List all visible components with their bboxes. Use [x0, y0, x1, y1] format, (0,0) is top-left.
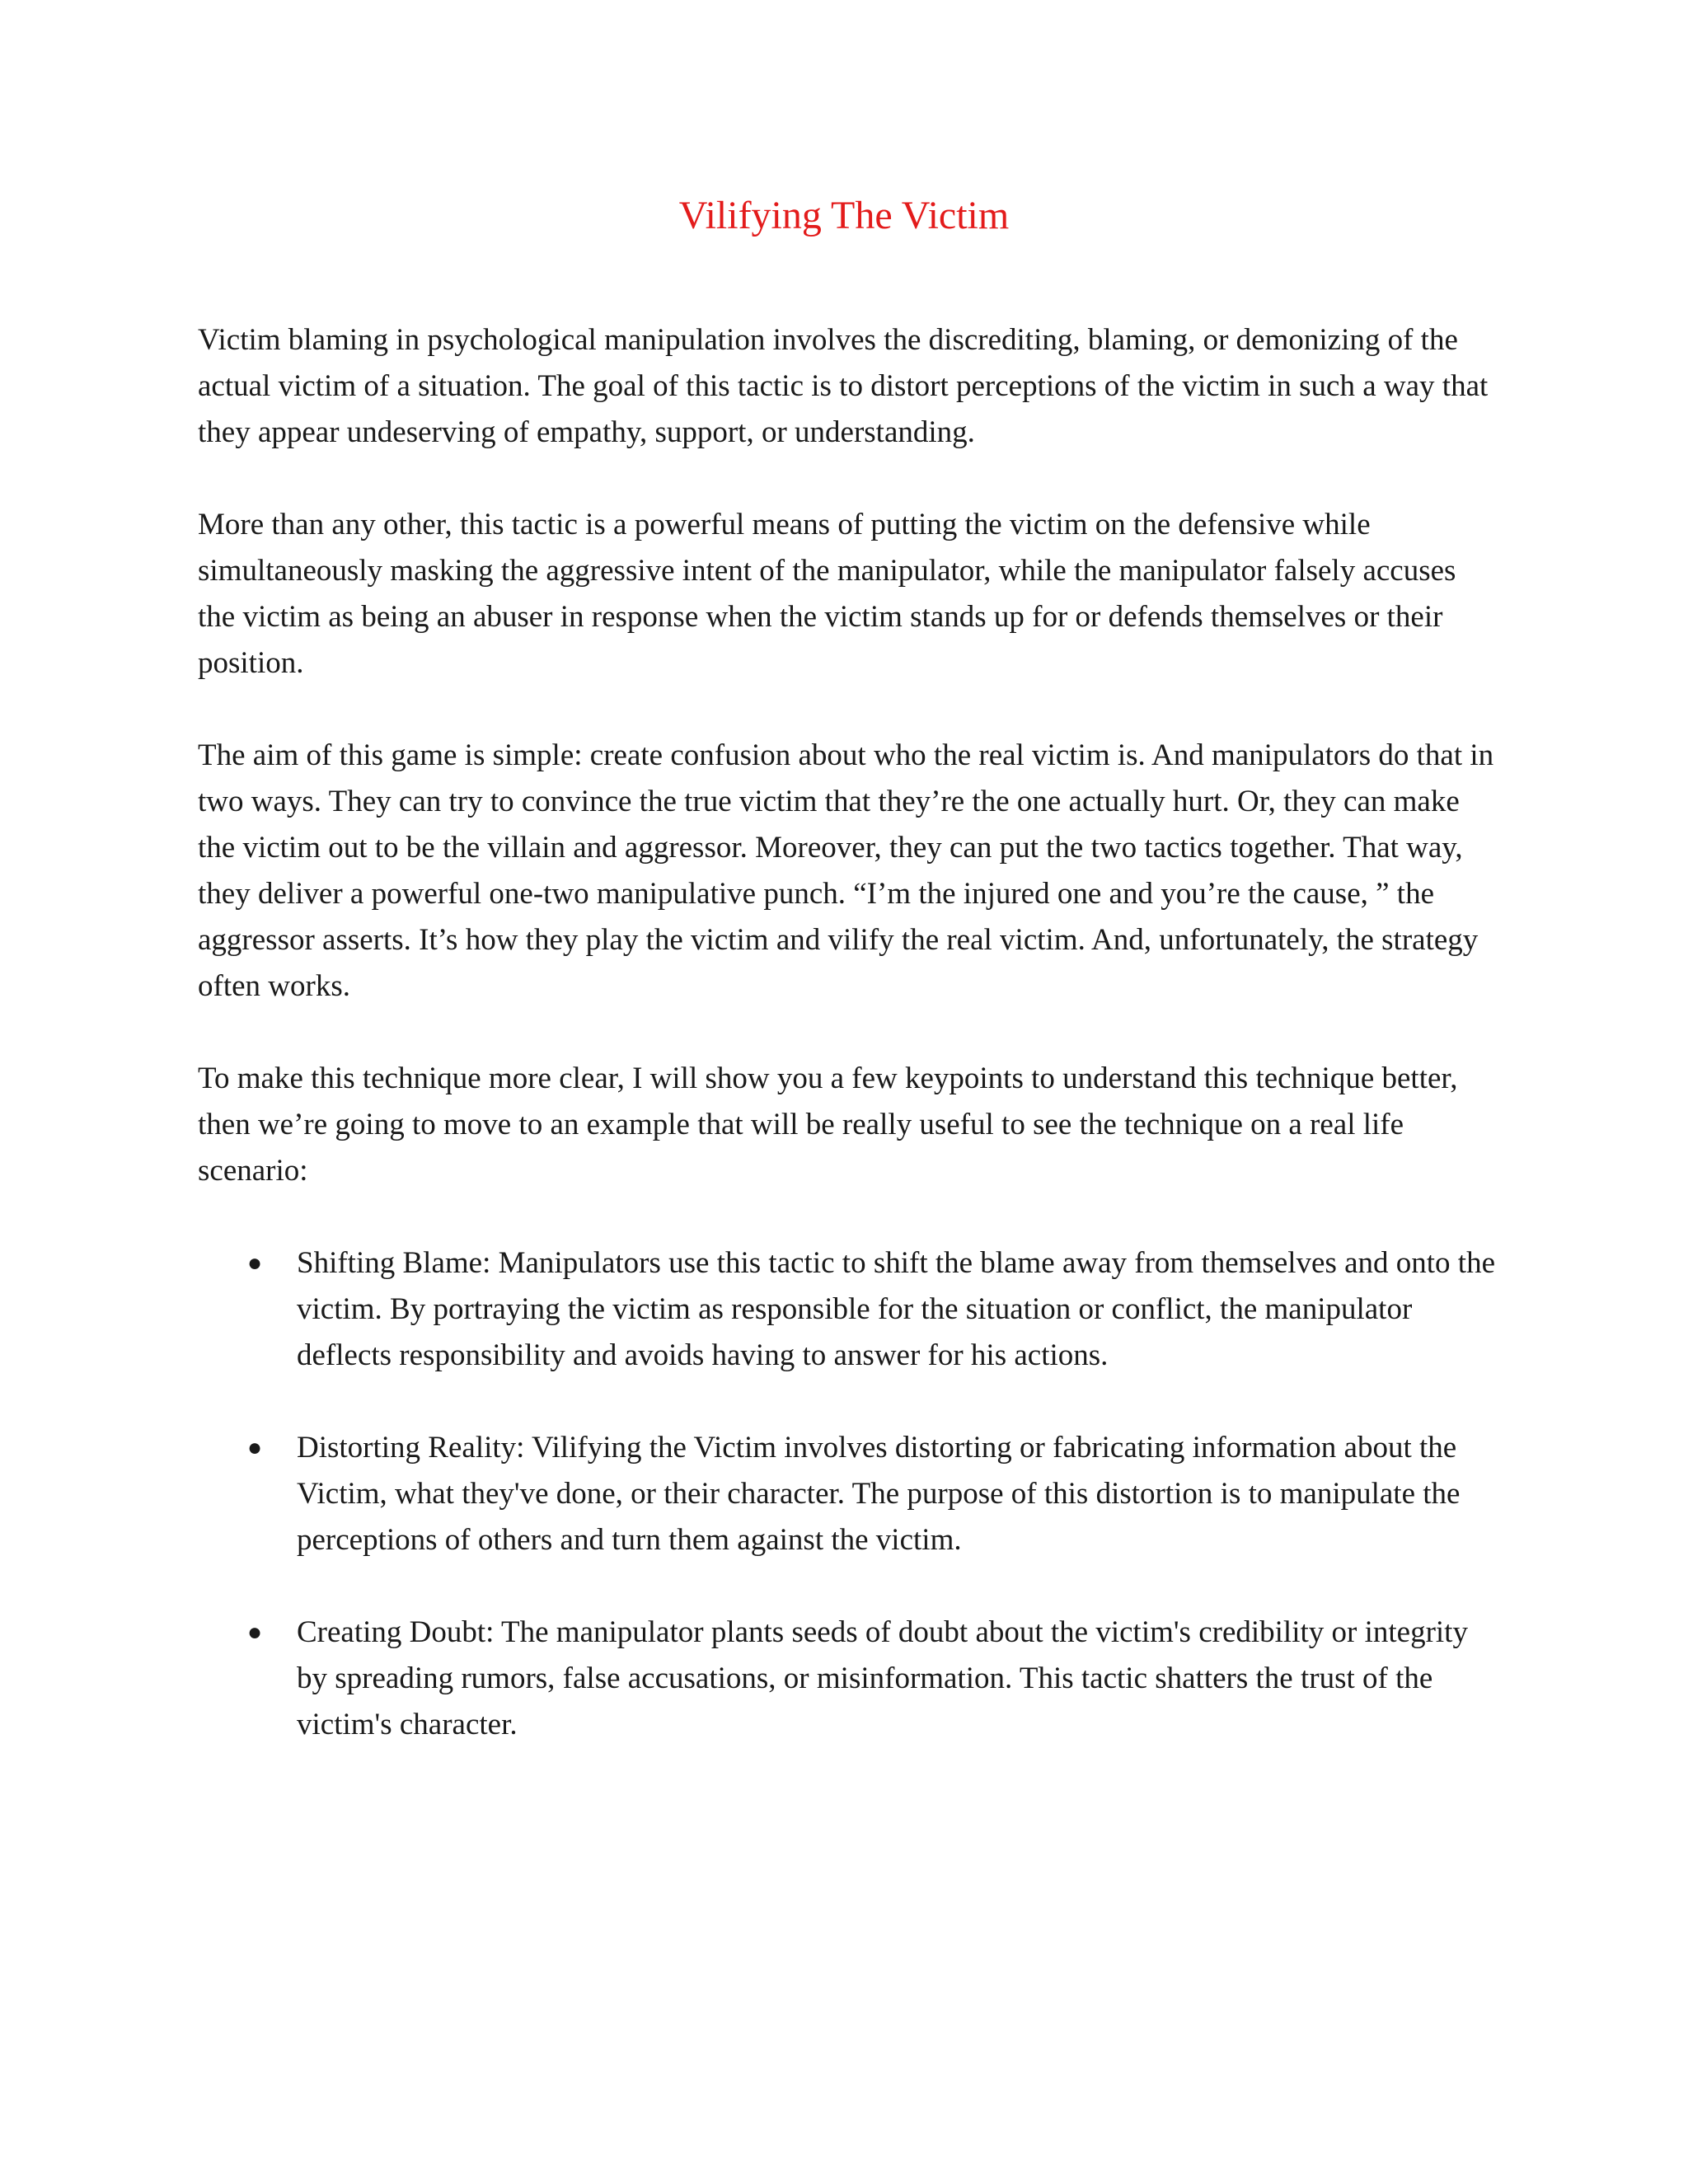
paragraph: More than any other, this tactic is a powerful means of putting the victim on the defensive while simultaneously masking the aggressive intent of the manipulator, while the manipulator falsely accuses the victim as being an abuser in response when the victim stands up for or defends themselves or their position. [198, 508, 1456, 680]
paragraph: To make this technique more clear, I will show you a few keypoints to understand this technique better, then we’re going to move to an example that will be really useful to see the technique on a real life scenario: [198, 1062, 1458, 1188]
document-title: Vilifying The Victim [678, 194, 1010, 237]
bullet-icon: ● [247, 1619, 263, 1646]
bullet-icon: ● [247, 1249, 263, 1277]
paragraph: Victim blaming in psychological manipulation involves the discrediting, blaming, or demonizing of the actual victim of a situation. The goal of this tactic is to distort perceptions of the victim in such a way that they appear undeserving of empathy, support, or understanding. [198, 323, 1489, 449]
list-item [198, 1610, 1500, 1748]
list-item [198, 1425, 1500, 1563]
list-item-text: Creating Doubt: The manipulator plants seeds of doubt about the victim's credibility or integrity by spreading rumors, false accusations, or misinformation. This tactic shatters the trust of the victim's character. [297, 1615, 1468, 1741]
list-item-text: Distorting Reality: Vilifying the Victim involves distorting or fabricating information about the Victim, what they've done, or their character. The purpose of this distortion is to manipulate the perceptions of others and turn them against the victim. [297, 1431, 1461, 1557]
list-item [198, 1240, 1500, 1379]
document-body [198, 317, 1500, 1794]
list-item-text: Shifting Blame: Manipulators use this tactic to shift the blame away from themselves and onto the victim. By portraying the victim as responsible for the situation or conflict, the manipulator deflects responsibility and avoids having to answer for his actions. [297, 1246, 1496, 1372]
bullet-icon: ● [247, 1434, 263, 1461]
keypoint-list [198, 1240, 1500, 1748]
paragraph: The aim of this game is simple: create confusion about who the real victim is. And manipulators do that in two ways. They can try to convince the true victim that they’re the one actually hurt. Or, they can make the victim out to be the villain and aggressor. Moreover, they can put the two tactics together. That way, they deliver a powerful one-two manipulative punch. “I’m the injured one and you’re the cause, ” the aggressor asserts. It’s how they play the victim and vilify the real victim. And, unfortunately, the strategy often works. [198, 738, 1494, 1003]
